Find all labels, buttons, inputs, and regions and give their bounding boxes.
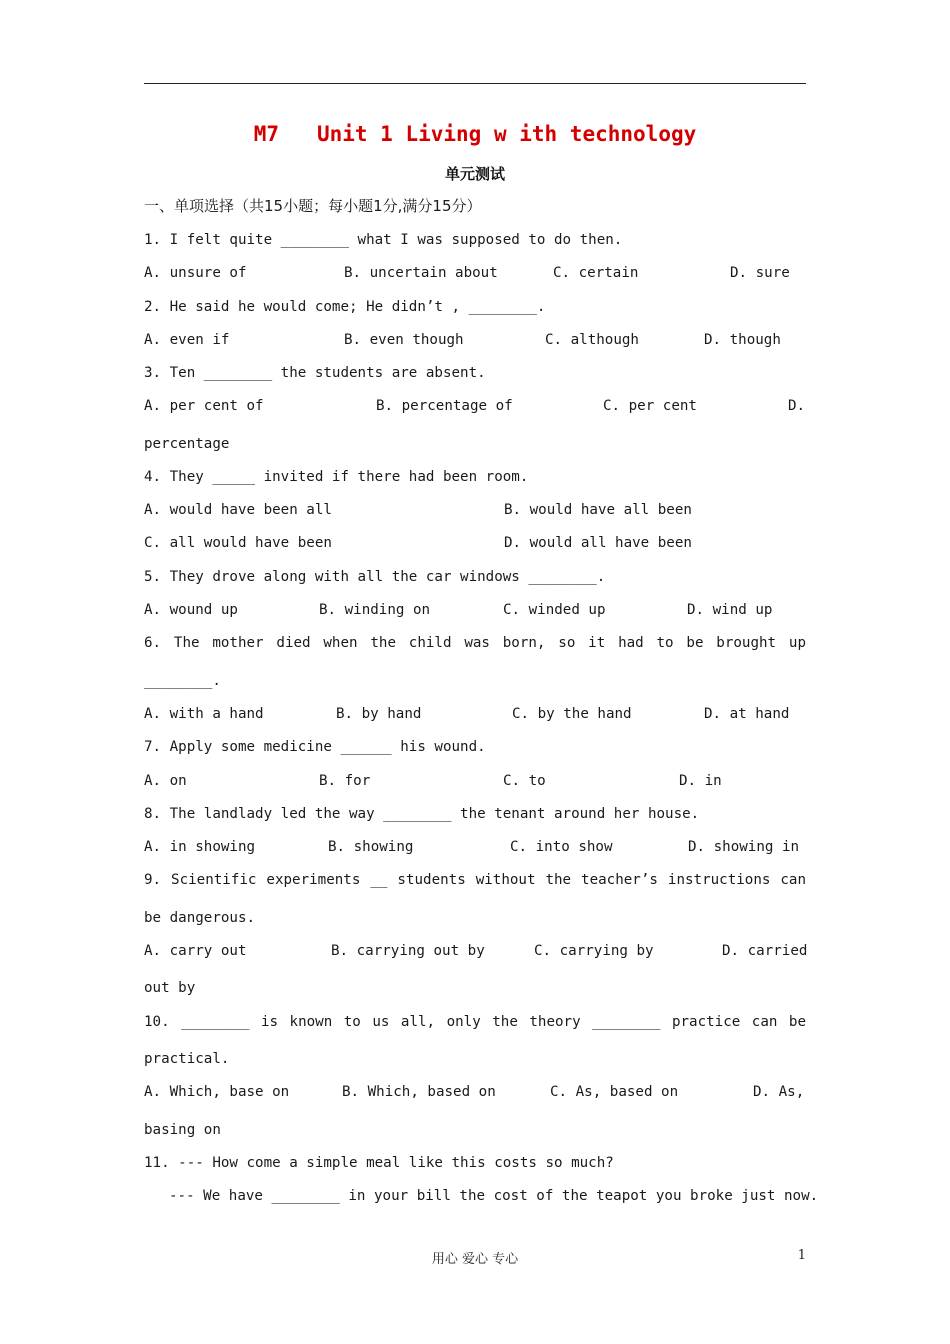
section-heading: 一、单项选择（共15小题；每小题1分,满分15分） — [144, 197, 482, 215]
option-b: B. for — [319, 773, 371, 789]
option-b: B. percentage of — [376, 398, 513, 414]
question-3-options — [144, 395, 806, 417]
option-c: C. As, based on — [550, 1084, 679, 1100]
question-6-stem: 6. The mother died when the child was born, so it had to be brought up — [144, 635, 806, 651]
question-9-option-d-continued: out by — [144, 980, 196, 996]
page-footer: 用心 爱心 专心 — [431, 1252, 519, 1267]
option-a: A. per cent of — [144, 398, 264, 414]
question-10-option-d-continued: basing on — [144, 1122, 221, 1138]
option-b: B. Which, based on — [342, 1084, 496, 1100]
option-b: B. uncertain about — [344, 265, 498, 281]
option-d: D. would all have been — [504, 535, 692, 551]
question-9-stem: 9. Scientific experiments __ students without the teacher’s instructions can — [144, 872, 806, 888]
option-b: B. by hand — [336, 706, 422, 722]
question-9-options — [144, 940, 806, 962]
question-1-stem: 1. I felt quite ________ what I was supposed to do then. — [144, 232, 623, 248]
question-9-stem-continued: be dangerous. — [144, 910, 256, 926]
question-6-options — [144, 703, 806, 725]
option-c: C. certain — [553, 265, 639, 281]
option-d: D. wind up — [687, 602, 773, 618]
header-rule — [144, 83, 806, 84]
question-5-options — [144, 599, 806, 621]
option-d: D. in — [679, 773, 722, 789]
document-subtitle: 单元测试 — [444, 165, 505, 183]
question-5-stem: 5. They drove along with all the car windows ________. — [144, 569, 606, 585]
question-10-stem: 10. ________ is known to us all, only the theory ________ practice can be — [144, 1014, 806, 1030]
question-6-stem-continued: ________. — [144, 673, 221, 689]
option-b: B. winding on — [319, 602, 431, 618]
question-7-options — [144, 770, 806, 792]
option-d: D. at hand — [704, 706, 790, 722]
option-a: A. in showing — [144, 839, 256, 855]
option-a: A. Which, base on — [144, 1084, 290, 1100]
option-c: C. although — [545, 332, 639, 348]
option-a: A. on — [144, 773, 187, 789]
option-c: C. by the hand — [512, 706, 632, 722]
option-c: C. winded up — [503, 602, 606, 618]
question-7-stem: 7. Apply some medicine ______ his wound. — [144, 739, 486, 755]
question-11-stem: 11. --- How come a simple meal like this costs so much? — [144, 1155, 614, 1171]
option-d: D. — [788, 398, 806, 414]
question-2-stem: 2. He said he would come; He didn’t , ________. — [144, 299, 546, 315]
document-title: M7 Unit 1 Living w ith technology — [253, 122, 697, 146]
option-a: A. unsure of — [144, 265, 247, 281]
page-number: 1 — [797, 1248, 806, 1263]
option-c: C. carrying by — [534, 943, 654, 959]
option-d: D. showing in — [688, 839, 800, 855]
option-a: A. carry out — [144, 943, 247, 959]
option-a: A. wound up — [144, 602, 238, 618]
question-10-stem-continued: practical. — [144, 1051, 230, 1067]
option-d: D. sure — [730, 265, 790, 281]
option-b: B. showing — [328, 839, 414, 855]
option-d: D. though — [704, 332, 781, 348]
option-a: A. even if — [144, 332, 230, 348]
question-4-stem: 4. They _____ invited if there had been room. — [144, 469, 529, 485]
option-b: B. would have all been — [504, 502, 692, 518]
question-11-reply: --- We have ________ in your bill the cost of the teapot you broke just now. — [169, 1188, 819, 1204]
option-c: C. per cent — [603, 398, 697, 414]
option-c: C. to — [503, 773, 546, 789]
question-10-options — [144, 1081, 806, 1103]
option-a: A. with a hand — [144, 706, 264, 722]
option-a: A. would have been all — [144, 502, 332, 518]
question-4-options-row-1 — [144, 499, 806, 521]
option-c: C. into show — [510, 839, 613, 855]
question-8-options — [144, 836, 806, 858]
question-3-stem: 3. Ten ________ the students are absent. — [144, 365, 486, 381]
question-1-options — [144, 262, 806, 284]
option-d: D. As, — [753, 1084, 805, 1100]
question-2-options — [144, 329, 806, 351]
question-4-options-row-2 — [144, 532, 806, 554]
question-3-option-d-text: percentage — [144, 436, 230, 452]
option-b: B. even though — [344, 332, 464, 348]
question-8-stem: 8. The landlady led the way ________ the tenant around her house. — [144, 806, 700, 822]
option-c: C. all would have been — [144, 535, 332, 551]
option-b: B. carrying out by — [331, 943, 485, 959]
option-d: D. carried — [722, 943, 808, 959]
